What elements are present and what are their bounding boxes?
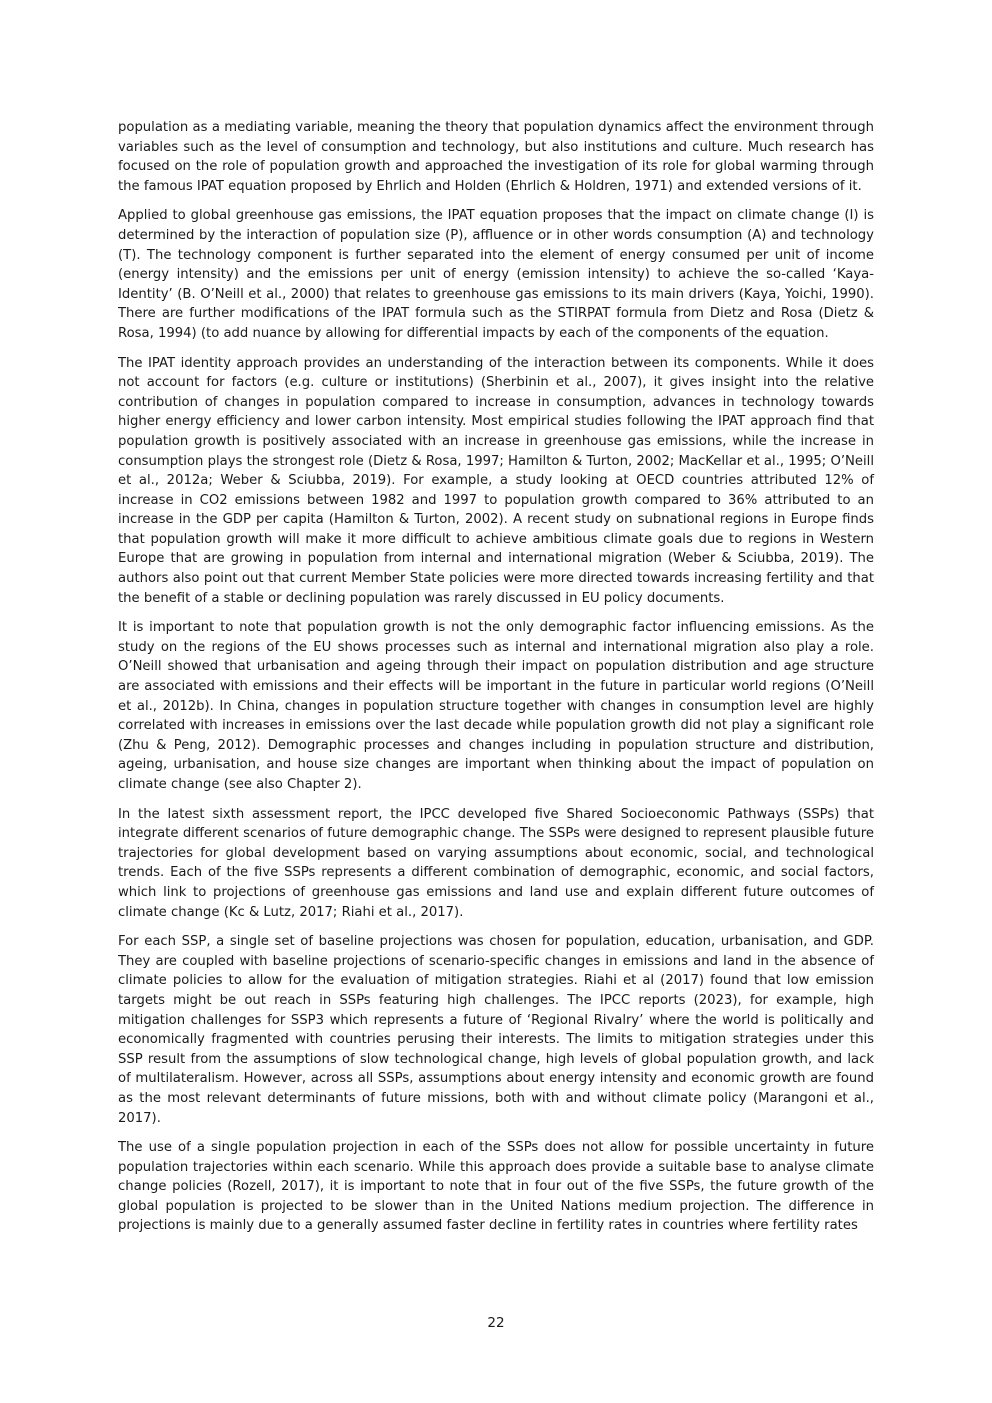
paragraph-ipat-intro: population as a mediating variable, meaning the theory that population dynamics affect the environment through variables such as the level of consumption and technology, but also institutions and culture. Much research has focused on the role of population growth and approached the investigation of its role for global warming through the famous IPAT equation proposed by Ehrlich and Holden (Ehrlich & Holdren, 1971) and extended versions of it. (118, 120, 874, 194)
paragraph-ipcc-ssps: In the latest sixth assessment report, the IPCC developed five Shared Socioeconomic Pathways (SSPs) that integrate different scenarios of future demographic change. The SSPs were designed to represent plausible future trajectories for global development based on varying assumptions about economic, social, and technological trends. Each of the five SSPs represents a different combination of demographic, economic, and social factors, which link to projections of greenhouse gas emissions and land use and explain different future outcomes of climate change (Kc & Lutz, 2017; Riahi et al., 2017). (118, 806, 874, 920)
paragraph-ipat-equation: Applied to global greenhouse gas emissions, the IPAT equation proposes that the impact on climate change (I) is determined by the interaction of population size (P), affluence or in other words consumption (A) and technology (T). The technology component is further separated into the element of energy consumed per unit of income (energy intensity) and the emissions per unit of energy (emission intensity) to achieve the so-called ‘Kaya-Identity’ (B. O’Neill et al., 2000) that relates to greenhouse gas emissions to its main drivers (Kaya, Yoichi, 1990). There are further modifications of the IPAT formula such as the STIRPAT formula from Dietz and Rosa (Dietz & Rosa, 1994) (to add nuance by allowing for differential impacts by each of the components of the equation. (118, 208, 874, 341)
paragraph-ipat-identity: The IPAT identity approach provides an understanding of the interaction between its components. While it does not account for factors (e.g. culture or institutions) (Sherbinin et al., 2007), it gives insight into the relative contribution of changes in population compared to increase in consumption, advances in technology towards higher energy efficiency and lower carbon intensity. Most empirical studies following the IPAT approach find that population growth is positively associated with an increase in greenhouse gas emissions, while the increase in consumption plays the strongest role (Dietz & Rosa, 1997; Hamilton & Turton, 2002; MacKellar et al., 1995; O’Neill et al., 2012a; Weber & Sciubba, 2019). For example, a study looking at OECD countries attributed 12% of increase in CO2 emissions between 1982 and 1997 to population growth compared to 36% attributed to an increase in the GDP per capita (Hamilton & Turton, 2002). A recent study on subnational regions in Europe finds that population growth will make it more difficult to achieve ambitious climate goals due to regions in Western Europe that are growing in population from internal and international migration (Weber & Sciubba, 2019). The authors also point out that current Member State policies were more directed towards increasing fertility and that the benefit of a stable or declining population was rarely discussed in EU policy documents. (118, 355, 874, 606)
paragraph-demographic-factors: It is important to note that population growth is not the only demographic factor influencing emissions. As the study on the regions of the EU shows processes such as internal and international migration also play a role. O’Neill showed that urbanisation and ageing through their impact on population distribution and age structure are associated with emissions and their effects will be important in the future in particular world regions (O’Neill et al., 2012b). In China, changes in population structure together with changes in consumption level are highly correlated with increases in emissions over the last decade while population growth did not play a significant role (Zhu & Peng, 2012). Demographic processes and changes including in population structure and distribution, ageing, urbanisation, and house size changes are important when thinking about the impact of population on climate change (see also Chapter 2). (118, 620, 874, 792)
paragraph-ssp-baseline: For each SSP, a single set of baseline projections was chosen for population, education, urbanisation, and GDP. They are coupled with baseline projections of scenario-specific changes in emissions and land in the absence of climate policies to allow for the evaluation of mitigation strategies. Riahi et al (2017) found that low emission targets might be out reach in SSPs featuring high challenges. The IPCC reports (2023), for example, high mitigation challenges for SSP3 which represents a future of ‘Regional Rivalry’ where the world is politically and economically fragmented with countries perusing their interests. The limits to mitigation strategies under this SSP result from the assumptions of slow technological change, high levels of global population growth, and lack of multilateralism. However, across all SSPs, assumptions about energy intensity and economic growth are found as the most relevant determinants of future missions, both with and without climate policy (Marangoni et al., 2017). (118, 934, 874, 1126)
paragraph-single-projection: The use of a single population projection in each of the SSPs does not allow for possible uncertainty in future population trajectories within each scenario. While this approach does provide a suitable base to analyse climate change policies (Rozell, 2017), it is important to note that in four out of the five SSPs, the future growth of the global population is projected to be slower than in the United Nations medium projection. The difference in projections is mainly due to a generally assumed faster decline in fertility rates in countries where fertility rates (118, 1140, 874, 1234)
page-number: 22 (487, 1315, 505, 1331)
document-body (118, 118, 874, 1246)
